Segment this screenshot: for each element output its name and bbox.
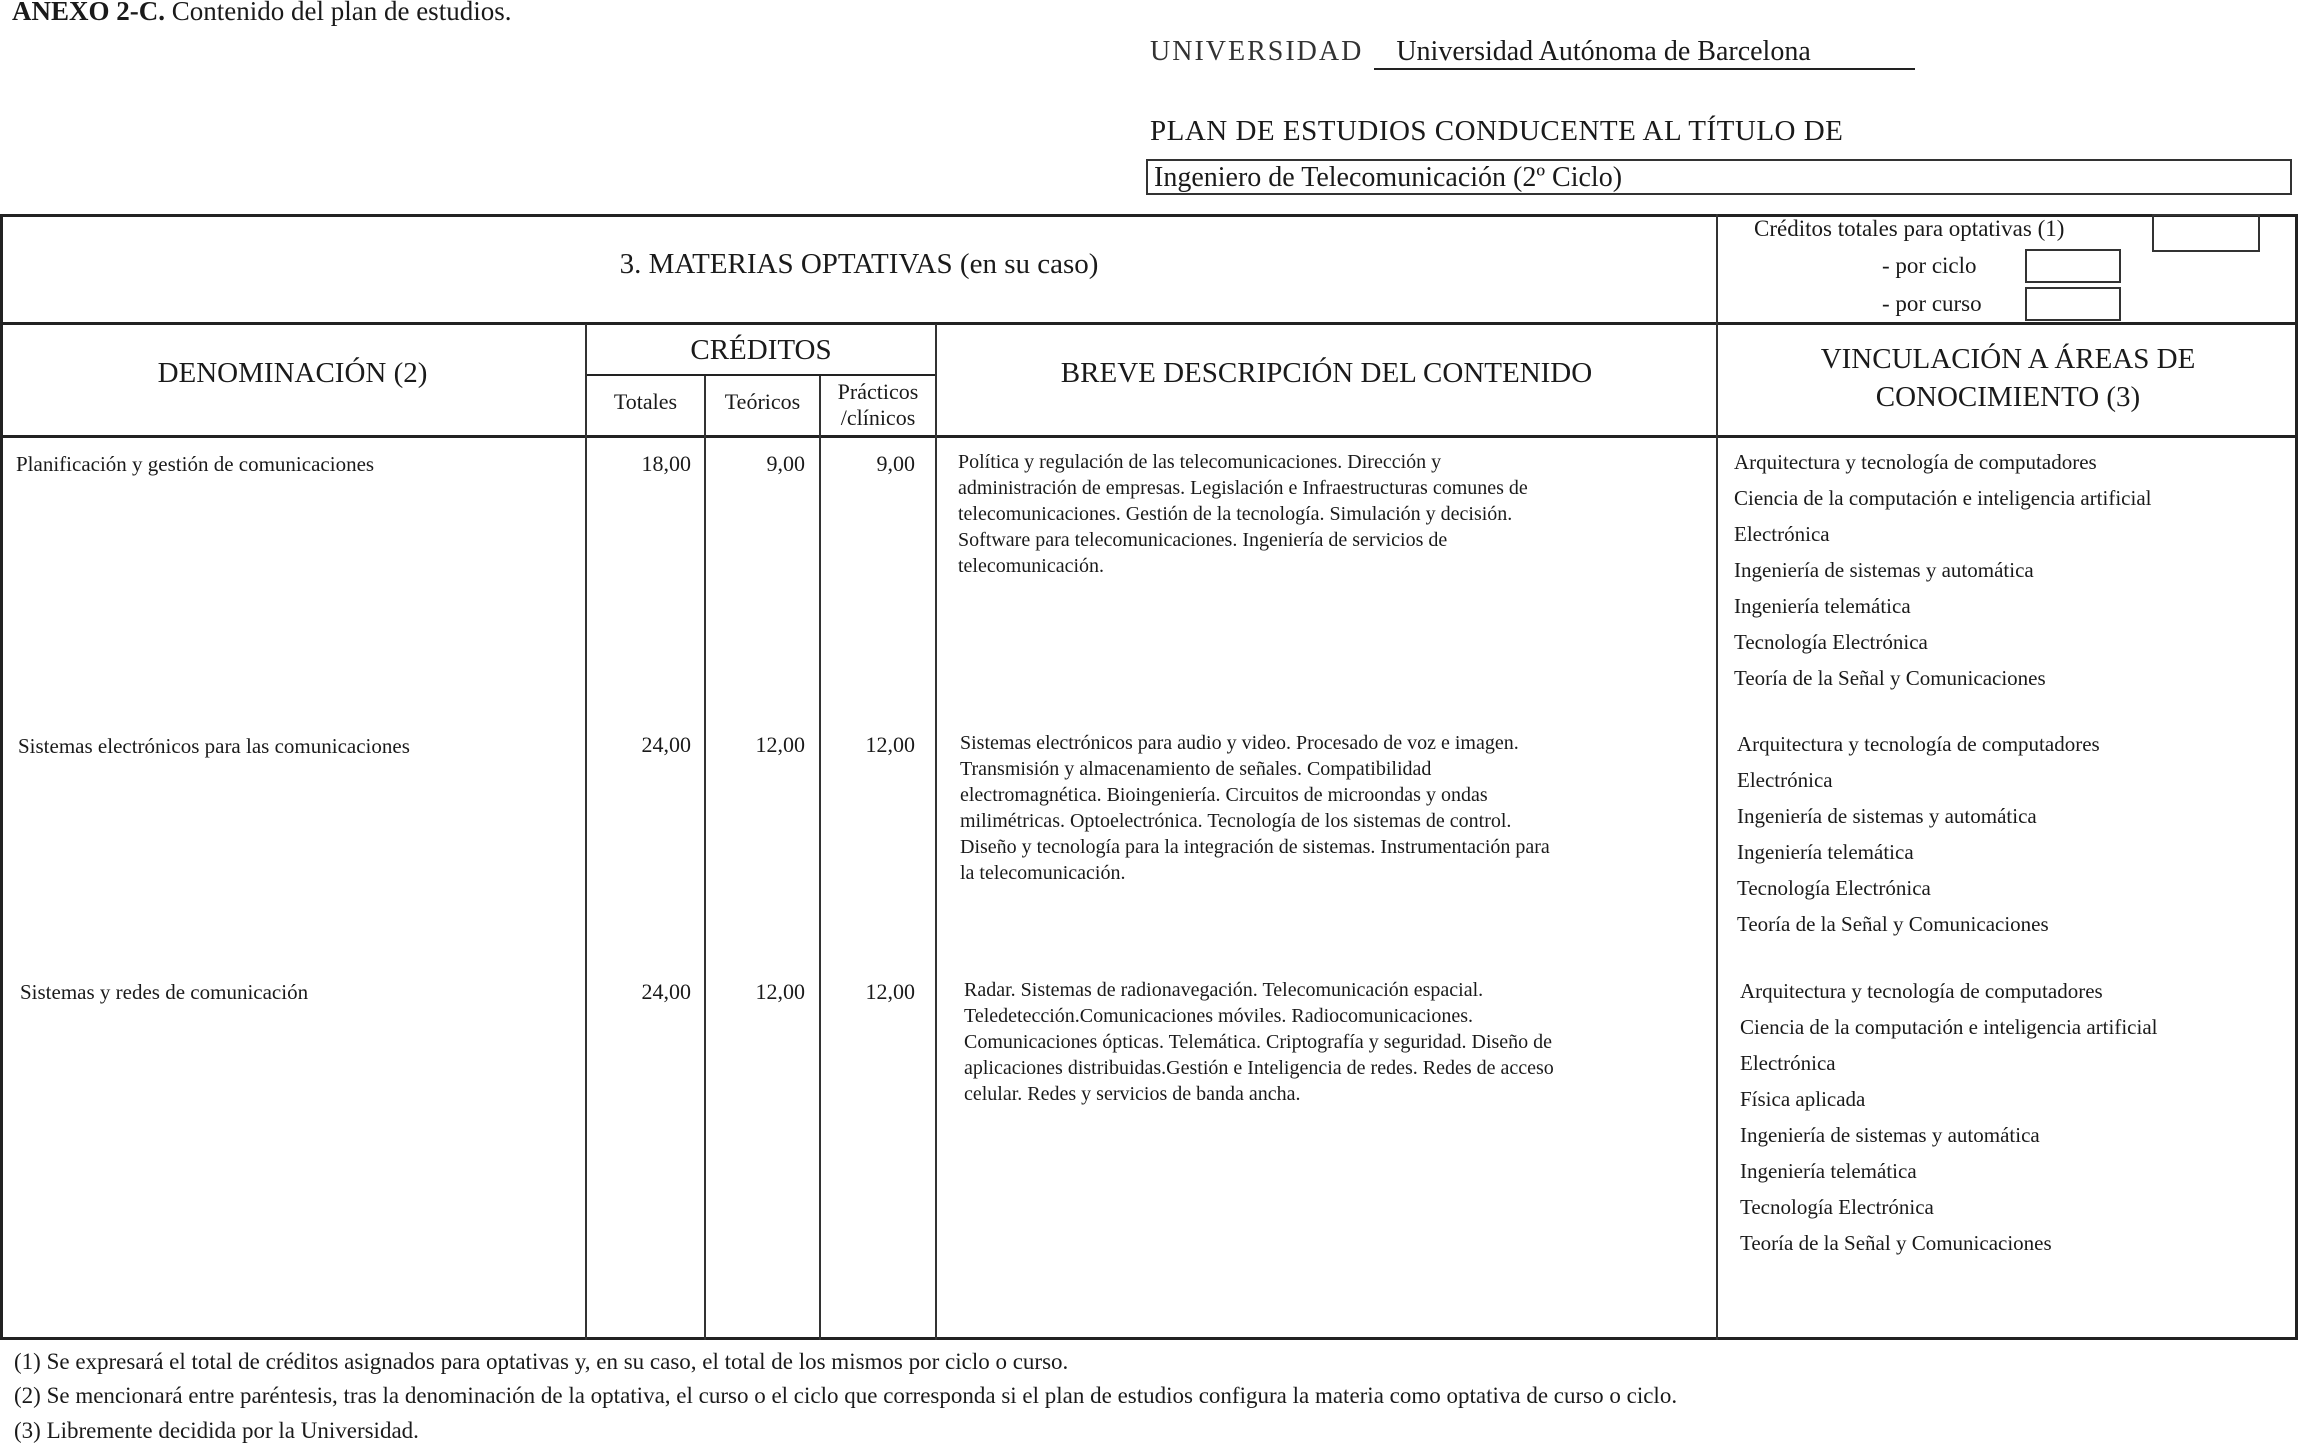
row-2-desc-line: Transmisión y almacenamiento de señales. Compatibilidad: [960, 758, 1432, 780]
footnote-2: (2) Se mencionará entre paréntesis, tras la denominación de la optativa, el curso o el ciclo que corresponda si el plan de estudios configura la materia como optativa de curso o ciclo.: [14, 1383, 1678, 1408]
row-2-description: [960, 730, 1700, 886]
col-rule-description: [935, 324, 937, 1340]
row-1-description: [958, 449, 1698, 579]
row-1-desc-line: administración de empresas. Legislación e Infraestructuras comunes de: [958, 477, 1528, 499]
area-item: Ingeniería telemática: [1737, 840, 1914, 864]
row-3-name: Sistemas y redes de comunicación: [20, 980, 309, 1004]
area-item: Física aplicada: [1740, 1087, 1866, 1111]
plan-title-value: Ingeniero de Telecomunicación (2º Ciclo): [1154, 162, 1623, 193]
per-cycle-box: [2025, 249, 2121, 283]
per-course-label: - por curso: [1882, 291, 1982, 316]
rule-section-bottom: [0, 322, 2298, 325]
area-item: Electrónica: [1734, 522, 1830, 546]
area-item: Teoría de la Señal y Comunicaciones: [1737, 912, 2049, 936]
header-areas-line2: CONOCIMIENTO (3): [1875, 381, 2141, 413]
area-item: Ingeniería de sistemas y automática: [1740, 1123, 2040, 1147]
row-1-desc-line: telecomunicación.: [958, 555, 1105, 577]
area-item: Teoría de la Señal y Comunicaciones: [1740, 1231, 2052, 1255]
area-item: Tecnología Electrónica: [1734, 630, 1928, 654]
row-2-practicos: 12,00: [865, 732, 915, 757]
rule-credits-split: [585, 374, 935, 376]
row-2-desc-line: la telecomunicación.: [960, 862, 1126, 884]
university-value: Universidad Autónoma de Barcelona: [1374, 36, 1914, 70]
row-3-desc-line: aplicaciones distribuidas.Gestión e Inteligencia de redes. Redes de acceso: [964, 1057, 1554, 1079]
area-item: Ciencia de la computación e inteligencia artificial: [1740, 1015, 2158, 1039]
row-2-areas: [1737, 733, 2100, 949]
area-item: Tecnología Electrónica: [1740, 1195, 1934, 1219]
row-2-name: Sistemas electrónicos para las comunicaciones: [18, 734, 410, 758]
rule-header-bottom: [0, 435, 2298, 438]
row-2-teoricos: 12,00: [755, 732, 805, 757]
row-1-totales: 18,00: [641, 451, 691, 476]
area-item: Teoría de la Señal y Comunicaciones: [1734, 666, 2046, 690]
header-credits: CRÉDITOS: [690, 334, 832, 366]
row-3-teoricos: 12,00: [755, 979, 805, 1004]
area-item: Tecnología Electrónica: [1737, 876, 1931, 900]
area-item: Ingeniería telemática: [1740, 1159, 1917, 1183]
area-item: Ingeniería de sistemas y automática: [1737, 804, 2037, 828]
credits-total-box: [2152, 214, 2260, 252]
header-teoricos: Teóricos: [724, 389, 801, 414]
area-item: Arquitectura y tecnología de computadores: [1737, 732, 2100, 756]
col-rule-practicos: [819, 376, 821, 1340]
area-item: Ingeniería telemática: [1734, 594, 1911, 618]
area-item: Electrónica: [1740, 1051, 1836, 1075]
per-cycle-label: - por ciclo: [1882, 253, 1977, 278]
per-course-box: [2025, 287, 2121, 321]
row-2-desc-line: milimétricas. Optoelectrónica. Tecnología de los sistemas de control.: [960, 810, 1512, 832]
row-2-totales: 24,00: [641, 732, 691, 757]
header-practicos-line2: /clínicos: [840, 405, 916, 430]
row-3-desc-line: Radar. Sistemas de radionavegación. Telecomunicación espacial.: [964, 979, 1484, 1001]
area-item: Arquitectura y tecnología de computadores: [1734, 450, 2097, 474]
row-3-desc-line: Teledetección.Comunicaciones móviles. Radiocomunicaciones.: [964, 1005, 1473, 1027]
header-practicos-line1: Prácticos: [837, 379, 919, 404]
annex-title: Contenido del plan de estudios.: [165, 0, 512, 26]
row-1-areas: [1734, 451, 2151, 703]
row-2-desc-line: electromagnética. Bioingeniería. Circuitos de microondas y ondas: [960, 784, 1488, 806]
row-1-name: Planificación y gestión de comunicaciones: [16, 452, 375, 476]
area-item: Electrónica: [1737, 768, 1833, 792]
row-2-desc-line: Sistemas electrónicos para audio y video. Procesado de voz e imagen.: [960, 732, 1519, 754]
annex-heading: [12, 0, 511, 27]
row-3-desc-line: celular. Redes y servicios de banda ancha.: [964, 1083, 1301, 1105]
row-1-desc-line: Software para telecomunicaciones. Ingeniería de servicios de: [958, 529, 1448, 551]
area-item: Ciencia de la computación e inteligencia artificial: [1734, 486, 2152, 510]
header-totales: Totales: [613, 389, 678, 414]
plan-label: PLAN DE ESTUDIOS CONDUCENTE AL TÍTULO DE: [1150, 115, 1844, 147]
row-3-areas: [1740, 980, 2157, 1268]
header-denomination: DENOMINACIÓN (2): [157, 357, 428, 389]
footnote-1: (1) Se expresará el total de créditos asignados para optativas y, en su caso, el total de los mismos por ciclo o curso.: [14, 1349, 1069, 1374]
header-description: BREVE DESCRIPCIÓN DEL CONTENIDO: [1060, 357, 1593, 389]
university-row: [1150, 36, 1915, 70]
section-title: 3. MATERIAS OPTATIVAS (en su caso): [619, 248, 1099, 280]
footnote-3: (3) Libremente decidida por la Universidad.: [14, 1418, 419, 1443]
row-3-description: [964, 977, 1704, 1107]
row-2-desc-line: Diseño y tecnología para la integración de sistemas. Instrumentación para: [960, 836, 1550, 858]
annex-number: ANEXO 2-C.: [12, 0, 165, 26]
header-practicos: [821, 379, 935, 431]
row-3-totales: 24,00: [641, 979, 691, 1004]
row-1-practicos: 9,00: [876, 451, 915, 476]
row-1-desc-line: Política y regulación de las telecomunicaciones. Dirección y: [958, 451, 1442, 473]
row-3-desc-line: Comunicaciones ópticas. Telemática. Criptografía y seguridad. Diseño de: [964, 1031, 1553, 1053]
col-rule-teoricos: [704, 376, 706, 1340]
credits-total-label: Créditos totales para optativas (1): [1754, 216, 2065, 241]
row-3-practicos: 12,00: [865, 979, 915, 1004]
university-label: UNIVERSIDAD: [1150, 36, 1364, 67]
row-1-desc-line: telecomunicaciones. Gestión de la tecnología. Simulación y decisión.: [958, 503, 1513, 525]
header-areas-line1: VINCULACIÓN A ÁREAS DE: [1820, 343, 2196, 375]
plan-title-box: [1146, 159, 2292, 195]
area-item: Ingeniería de sistemas y automática: [1734, 558, 2034, 582]
row-1-teoricos: 9,00: [766, 451, 805, 476]
header-areas: [1718, 340, 2298, 416]
area-item: Arquitectura y tecnología de computadores: [1740, 979, 2103, 1003]
